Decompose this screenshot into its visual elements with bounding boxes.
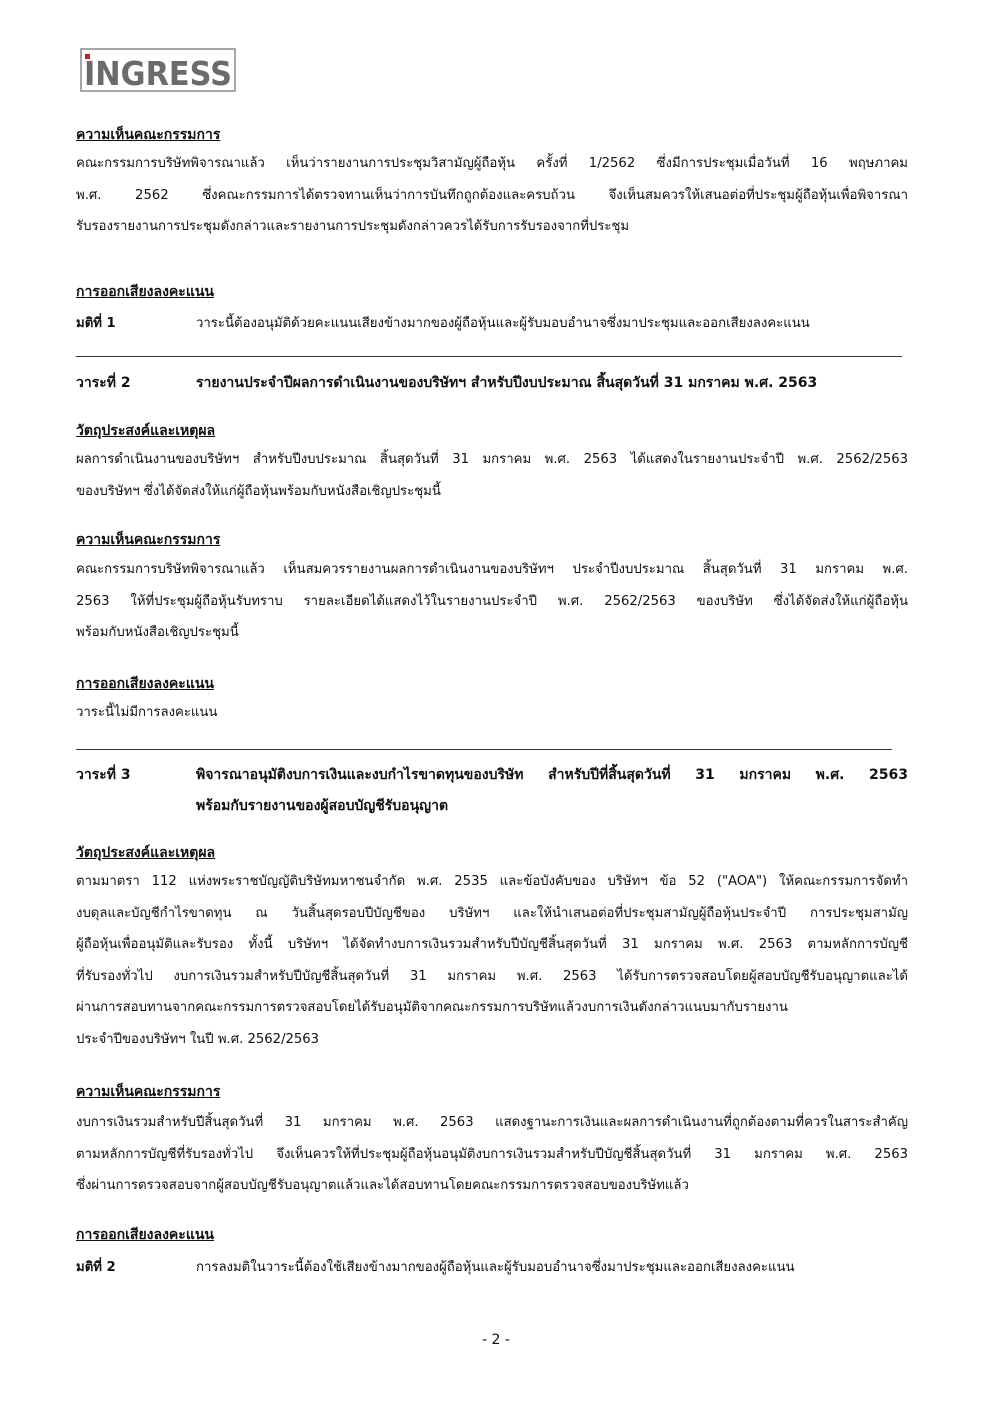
paragraph-line: วาระนี้ไม่มีการลงคะแนน — [76, 705, 218, 720]
opinion-3-paragraph — [76, 1107, 908, 1202]
paragraph-line: ของบริษัทฯ ซึ่งได้จัดส่งให้แก่ผู้ถือหุ้นพร้อมกับหนังสือเชิญประชุมนี้ — [76, 483, 441, 499]
paragraph-line: ประจำปีของบริษัทฯ ในปี พ.ศ. 2562/2563 — [76, 1031, 320, 1047]
agenda-title-line: พิจารณาอนุมัติงบการเงินและงบกำไรขาดทุนของบริษัท สำหรับปีที่สิ้นสุดวันที่ 31 มกราคม พ.ศ. 2563 — [196, 767, 908, 783]
paragraph-line: คณะกรรมการบริษัทพิจารณาแล้ว เห็นว่ารายงานการประชุมวิสามัญผู้ถือหุ้น ครั้งที่ 1/2562 ซึ่งมีการประชุมเมื่อวันที่ 16 พฤษภาคม — [76, 156, 908, 171]
paragraph-line: ตามมาตรา 112 แห่งพระราชบัญญัติบริษัทมหาชนจำกัด พ.ศ. 2535 และข้อบังคับของ บริษัทฯ ข้อ 52 ("AOA") ให้คณะกรรมการจัดทำ — [76, 874, 908, 889]
paragraph-line: พร้อมกับหนังสือเชิญประชุมนี้ — [76, 625, 239, 640]
resolution-2-label: มติที่ 2 — [76, 1260, 116, 1275]
agenda-title-line: รายงานประจำปีผลการดำเนินงานของบริษัทฯ สำหรับปีงบประมาณ สิ้นสุดวันที่ 31 มกราคม พ.ศ. 2563 — [196, 375, 818, 391]
paragraph-line: ผลการดำเนินงานของบริษัทฯ สำหรับปีงบประมาณ สิ้นสุดวันที่ 31 มกราคม พ.ศ. 2563 ได้แสดงในรายงานประจำปี พ.ศ. 2562/2563 — [76, 452, 908, 467]
paragraph-line: งบการเงินรวมสำหรับปีสิ้นสุดวันที่ 31 มกราคม พ.ศ. 2563 แสดงฐานะการเงินและผลการดำเนินงานที่ถูกต้องตามที่ควรในสาระสำคัญ — [76, 1115, 908, 1130]
agenda-2-label: วาระที่ 2 — [76, 375, 131, 391]
paragraph-line: ผู้ถือหุ้นเพื่ออนุมัติและรับรอง ทั้งนี้ บริษัทฯ ได้จัดทำงบการเงินรวมสำหรับปีบัญชีสิ้นสุดวันที่ 31 มกราคม พ.ศ. 2563 ตามหลักการบัญชี — [76, 937, 908, 952]
paragraph-line: พ.ศ. 2562 ซึ่งคณะกรรมการได้ตรวจทานเห็นว่าการบันทึกถูกต้องและครบถ้วน จึงเห็นสมควรให้เสนอต่อที่ประชุมผู้ถือหุ้นเพื่อพิจารณา — [76, 187, 908, 203]
vote-3-heading: การออกเสียงลงคะแนน — [76, 1227, 214, 1243]
opinion-1-heading: ความเห็นคณะกรรมการ — [76, 127, 221, 143]
paragraph-line: 2563 ให้ที่ประชุมผู้ถือหุ้นรับทราบ รายละเอียดได้แสดงไว้ในรายงานประจำปี พ.ศ. 2562/2563 ของบริษัท ซึ่งได้จัดส่งให้แก่ผู้ถือหุ้น — [76, 593, 908, 609]
resolution-1-text: วาระนี้ต้องอนุมัติด้วยคะแนนเสียงข้างมากของผู้ถือหุ้นและผู้รับมอบอำนาจซึ่งมาประชุมและออกเสียงลงคะแนน — [196, 316, 810, 331]
agenda-title-line: พร้อมกับรายงานของผู้สอบบัญชีรับอนุญาต — [196, 798, 449, 814]
paragraph-line: ที่รับรองทั่วไป งบการเงินรวมสำหรับปีบัญชีสิ้นสุดวันที่ 31 มกราคม พ.ศ. 2563 ได้รับการตรวจสอบโดยผู้สอบบัญชีรับอนุญาตและได้ — [76, 968, 908, 984]
agenda-3-title — [196, 760, 908, 822]
vote-2-paragraph — [76, 697, 908, 729]
section-divider — [76, 749, 892, 750]
agenda-3-label: วาระที่ 3 — [76, 767, 131, 783]
vote-2-heading: การออกเสียงลงคะแนน — [76, 676, 214, 692]
agenda-2-title — [196, 372, 908, 394]
paragraph-line: รับรองรายงานการประชุมดังกล่าวและรายงานการประชุมดังกล่าวควรได้รับการรับรองจากที่ประชุม — [76, 219, 630, 234]
resolution-2-text: การลงมติในวาระนี้ต้องใช้เสียงข้างมากของผู้ถือหุ้นและผู้รับมอบอำนาจซึ่งมาประชุมและออกเสียงลงคะแนน — [196, 1260, 795, 1275]
paragraph-line: คณะกรรมการบริษัทพิจารณาแล้ว เห็นสมควรรายงานผลการดำเนินงานของบริษัทฯ ประจำปีงบประมาณ สิ้นสุดวันที่ 31 มกราคม พ.ศ. — [76, 562, 908, 577]
purpose-2-paragraph — [76, 444, 908, 507]
purpose-2-heading: วัตถุประสงค์และเหตุผล — [76, 423, 216, 439]
paragraph-line: ซึ่งผ่านการตรวจสอบจากผู้สอบบัญชีรับอนุญาตแล้วและได้สอบทานโดยคณะกรรมการตรวจสอบของบริษัทแล้ว — [76, 1178, 689, 1193]
page-number: - 2 - — [482, 1332, 510, 1348]
opinion-2-heading: ความเห็นคณะกรรมการ — [76, 532, 221, 548]
purpose-3-heading: วัตถุประสงค์และเหตุผล — [76, 845, 216, 861]
resolution-1-label: มติที่ 1 — [76, 316, 116, 331]
opinion-3-heading: ความเห็นคณะกรรมการ — [76, 1084, 221, 1100]
paragraph-line: ตามหลักการบัญชีที่รับรองทั่วไป จึงเห็นควรให้ที่ประชุมผู้ถือหุ้นอนุมัติงบการเงินรวมสำหรับปีบัญชีสิ้นสุดวันที่ 31 มกราคม พ.ศ. 2563 — [76, 1146, 908, 1162]
opinion-1-paragraph — [76, 148, 908, 243]
section-divider — [76, 356, 902, 357]
purpose-3-paragraph — [76, 866, 908, 1055]
paragraph-line: งบดุลและบัญชีกำไรขาดทุน ณ วันสิ้นสุดรอบปีบัญชีของ บริษัทฯ และให้นำเสนอต่อที่ประชุมสามัญผู้ถือหุ้นประจำปี การประชุมสามัญ — [76, 905, 908, 921]
opinion-2-paragraph — [76, 554, 908, 649]
vote-1-heading: การออกเสียงลงคะแนน — [76, 284, 214, 300]
paragraph-line: ผ่านการสอบทานจากคณะกรรมการตรวจสอบโดยได้รับอนุมัติจากคณะกรรมการบริษัทแล้วงบการเงินดังกล่าวแนบมากับรายงาน — [76, 1000, 788, 1015]
logo-wordmark: INGRESS — [84, 54, 232, 92]
ingress-logo — [80, 48, 236, 92]
